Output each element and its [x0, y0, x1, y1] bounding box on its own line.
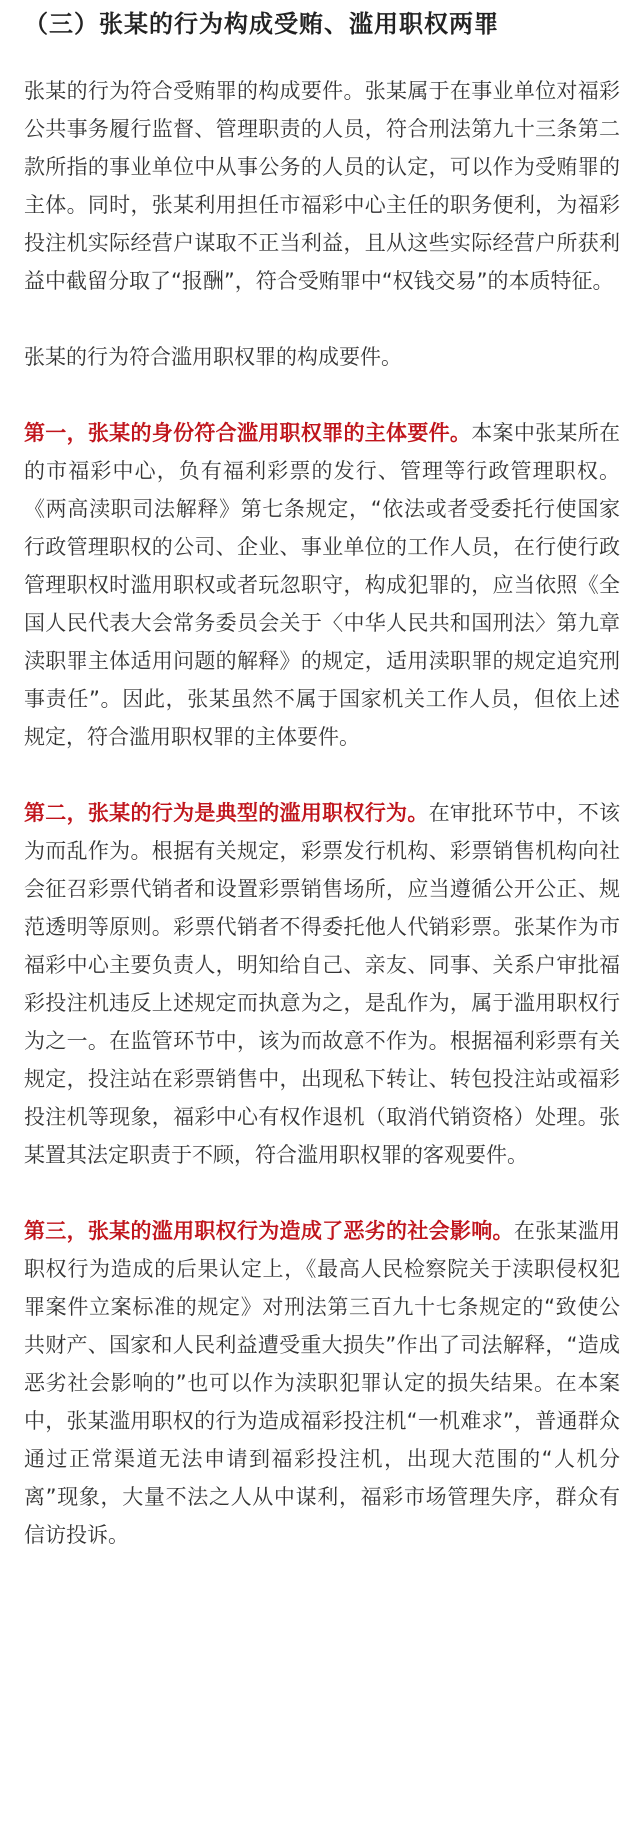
- paragraph-point-one: [24, 414, 620, 756]
- paragraph-bribery: [24, 72, 620, 300]
- paragraph-point-two: [24, 794, 620, 1174]
- paragraph-lead: 第三，张某的滥用职权行为造成了恶劣的社会影响。: [24, 1219, 514, 1243]
- paragraph-text: 张某的行为符合滥用职权罪的构成要件。: [24, 345, 402, 369]
- paragraph-text: 在张某滥用职权行为造成的后果认定上，《最高人民检察院关于渎职侵权犯罪案件立案标准的规定》对刑法第三百九十七条规定的“致使公共财产、国家和人民利益遭受重大损失”作出了司法解释，“造成恶劣社会影响的”也可以作为渎职犯罪认定的损失结果。在本案中，张某滥用职权的行为造成福彩投注机“一机难求”，普通群众通过正常渠道无法申请到福彩投注机，出现大范围的“人机分离”现象，大量不法之人从中谋利，福彩市场管理失序，群众有信访投诉。: [24, 1219, 621, 1547]
- paragraph-text: 在审批环节中，不该为而乱作为。根据有关规定，彩票发行机构、彩票销售机构向社会征召彩票代销者和设置彩票销售场所，应当遵循公开公正、规范透明等原则。彩票代销者不得委托他人代销彩票。张某作为市福彩中心主要负责人，明知给自己、亲友、同事、关系户审批福彩投注机违反上述规定而执意为之，是乱作为，属于滥用职权行为之一。在监管环节中，该为而故意不作为。根据福利彩票有关规定，投注站在彩票销售中，出现私下转让、转包投注站或福彩投注机等现象，福彩中心有权作退机（取消代销资格）处理。张某置其法定职责于不顾，符合滥用职权罪的客观要件。: [24, 801, 621, 1167]
- paragraph-lead: 第一，张某的身份符合滥用职权罪的主体要件。: [24, 421, 472, 445]
- paragraph-abuse-intro: [24, 338, 620, 376]
- paragraph-text: 张某的行为符合受贿罪的构成要件。张某属于在事业单位对福彩公共事务履行监督、管理职责的人员，符合刑法第九十三条第二款所指的事业单位中从事公务的人员的认定，可以作为受贿罪的主体。同时，张某利用担任市福彩中心主任的职务便利，为福彩投注机实际经营户谋取不正当利益，且从这些实际经营户所获利益中截留分取了“报酬”，符合受贿罪中“权钱交易”的本质特征。: [24, 79, 620, 293]
- paragraph-point-three: [24, 1212, 620, 1554]
- section-heading: （三）张某的行为构成受贿、滥用职权两罪: [24, 10, 499, 38]
- paragraph-text: 本案中张某所在的市福彩中心，负有福利彩票的发行、管理等行政管理职权。《两高渎职司法解释》第七条规定，“依法或者受委托行使国家行政管理职权的公司、企业、事业单位的工作人员，在行使行政管理职权时滥用职权或者玩忽职守，构成犯罪的，应当依照《全国人民代表大会常务委员会关于〈中华人民共和国刑法〉第九章渎职罪主体适用问题的解释》的规定，适用渎职罪的规定追究刑事责任”。因此，张某虽然不属于国家机关工作人员，但依上述规定，符合滥用职权罪的主体要件。: [24, 421, 621, 749]
- paragraph-lead: 第二，张某的行为是典型的滥用职权行为。: [24, 801, 429, 825]
